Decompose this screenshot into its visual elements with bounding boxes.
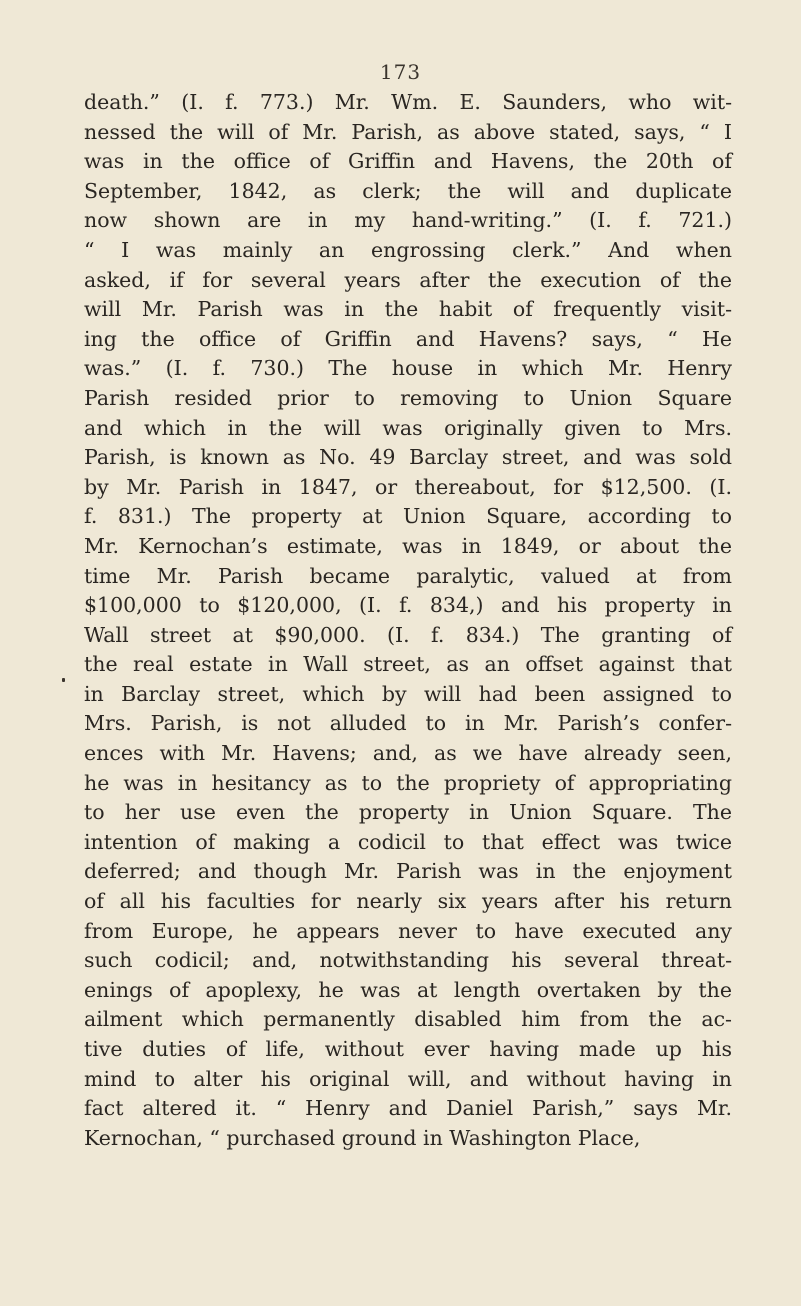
- text-line: death.” (I. f. 773.) Mr. Wm. E. Saunders, who wit-: [84, 90, 732, 114]
- text-line: will Mr. Parish was in the habit of frequently visit-: [84, 297, 732, 322]
- text-line: he was in hesitancy as to the propriety of appropriating: [84, 770, 732, 795]
- text-line: time Mr. Parish became paralytic, valued at from: [84, 563, 732, 588]
- text-line: Mrs. Parish, is not alluded to in Mr. Parish’s confer-: [84, 711, 732, 736]
- text-line: deferred; and though Mr. Parish was in the enjoyment: [84, 859, 732, 884]
- text-line: enings of apoplexy, he was at length overtaken by the: [84, 977, 732, 1002]
- text-line: in Barclay street, which by will had been assigned to: [84, 681, 732, 706]
- text-line: was in the office of Griffin and Havens, the 20th of: [84, 149, 732, 174]
- text-line: was.” (I. f. 730.) The house in which Mr. Henry: [84, 356, 732, 381]
- margin-mark: [62, 678, 65, 682]
- text-line: ailment which permanently disabled him from the ac-: [84, 1007, 732, 1032]
- text-line: $100,000 to $120,000, (I. f. 834,) and his property in: [84, 593, 732, 618]
- text-line: of all his faculties for nearly six years after his return: [84, 889, 732, 914]
- text-line: September, 1842, as clerk; the will and duplicate: [84, 178, 732, 203]
- body-text: [84, 88, 732, 1153]
- text-line: “ I was mainly an engrossing clerk.” And when: [84, 237, 732, 262]
- text-line: ing the office of Griffin and Havens? says, “ He: [84, 326, 732, 351]
- text-line: by Mr. Parish in 1847, or thereabout, for $12,500. (I.: [84, 474, 732, 499]
- text-line: tive duties of life, without ever having made up his: [84, 1037, 732, 1061]
- text-line: Wall street at $90,000. (I. f. 834.) The granting of: [84, 622, 732, 647]
- text-line: asked, if for several years after the execution of the: [84, 267, 732, 292]
- text-line: mind to alter his original will, and without having in: [84, 1066, 732, 1091]
- text-line: nessed the will of Mr. Parish, as above stated, says, “ I: [84, 119, 732, 144]
- text-line: such codicil; and, notwithstanding his several threat-: [84, 948, 732, 973]
- text-line: fact altered it. “ Henry and Daniel Parish,” says Mr.: [84, 1096, 732, 1121]
- text-line: f. 831.) The property at Union Square, according to: [84, 504, 732, 529]
- text-line: Mr. Kernochan’s estimate, was in 1849, or about the: [84, 533, 732, 558]
- text-line: to her use even the property in Union Square. The: [84, 800, 732, 825]
- text-line: the real estate in Wall street, as an offset against that: [84, 652, 732, 677]
- text-line: and which in the will was originally given to Mrs.: [84, 415, 732, 440]
- text-line: Kernochan, “ purchased ground in Washington Place,: [84, 1125, 641, 1150]
- text-line: Parish resided prior to removing to Union Square: [84, 385, 732, 410]
- page-number: 173: [379, 60, 422, 84]
- text-line: from Europe, he appears never to have executed any: [84, 918, 732, 943]
- text-line: Parish, is known as No. 49 Barclay street, and was sold: [84, 445, 732, 470]
- text-line: ences with Mr. Havens; and, as we have already seen,: [84, 741, 732, 766]
- text-line: intention of making a codicil to that effect was twice: [84, 829, 732, 854]
- text-line: now shown are in my hand-writing.” (I. f. 721.): [84, 208, 732, 233]
